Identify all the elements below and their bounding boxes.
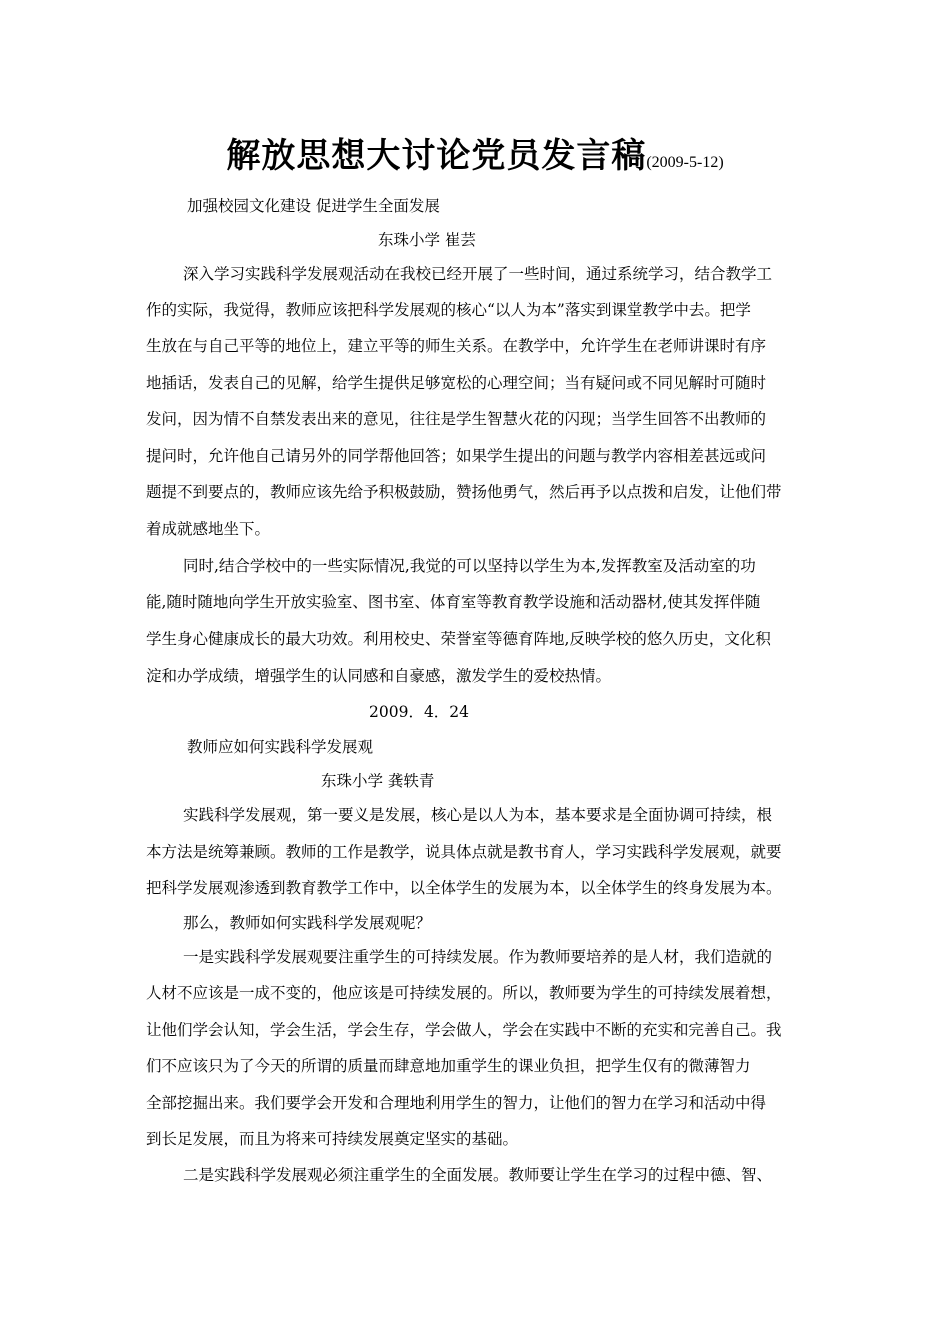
paragraph-line: 那么，教师如何实践科学发展观呢？ <box>183 914 432 932</box>
paragraph-line: 学生身心健康成长的最大功效。利用校史、荣誉室等德育阵地,反映学校的悠久历史，文化积 <box>146 630 771 648</box>
paragraph-line: 地插话，发表自己的见解，给学生提供足够宽松的心理空间；当有疑问或不同见解时可随时 <box>146 374 767 392</box>
article1-heading: 加强校园文化建设 促进学生全面发展 <box>187 197 440 215</box>
article2-heading: 教师应如何实践科学发展观 <box>187 738 374 756</box>
paragraph-line: 淀和办学成绩，增强学生的认同感和自豪感，激发学生的爱校热情。 <box>146 667 612 685</box>
paragraph-line: 们不应该只为了今天的所谓的质量而肆意地加重学生的课业负担，把学生仅有的微薄智力 <box>146 1057 751 1075</box>
paragraph-line: 人材不应该是一成不变的，他应该是可持续发展的。所以，教师要为学生的可持续发展着想， <box>146 984 782 1002</box>
title-main: 解放思想大讨论党员发言稿 <box>226 136 647 176</box>
paragraph-line: 到长足发展，而且为将来可持续发展奠定坚实的基础。 <box>146 1130 519 1148</box>
paragraph-line: 实践科学发展观，第一要义是发展，核心是以人为本，基本要求是全面协调可持续，根 <box>183 806 773 824</box>
paragraph-line: 全部挖掘出来。我们要学会开发和合理地利用学生的智力，让他们的智力在学习和活动中得 <box>146 1094 767 1112</box>
paragraph-line: 提问时，允许他自己请另外的同学帮他回答；如果学生提出的问题与教学内容相差甚远或问 <box>146 447 767 465</box>
paragraph-line: 深入学习实践科学发展观活动在我校已经开展了一些时间，通过系统学习，结合教学工 <box>183 265 773 283</box>
paragraph-line: 着成就感地坐下。 <box>146 520 271 538</box>
paragraph-line: 生放在与自己平等的地位上，建立平等的师生关系。在教学中，允许学生在老师讲课时有序 <box>146 337 767 355</box>
paragraph-line: 题提不到要点的，教师应该先给予积极鼓励，赞扬他勇气，然后再予以点拨和启发，让他们带 <box>146 483 782 501</box>
paragraph-line: 把科学发展观渗透到教育教学工作中，以全体学生的发展为本，以全体学生的终身发展为本。 <box>146 879 782 897</box>
paragraph-line: 一是实践科学发展观要注重学生的可持续发展。作为教师要培养的是人材，我们造就的 <box>183 948 773 966</box>
paragraph-line: 本方法是统筹兼顾。教师的工作是教学，说具体点就是教书育人，学习实践科学发展观，就要 <box>146 843 782 861</box>
article1-author: 东珠小学 崔芸 <box>378 231 476 249</box>
article1-date: 2009．4．24 <box>369 703 470 721</box>
paragraph-line: 发问，因为情不自禁发表出来的意见，往往是学生智慧火花的闪现；当学生回答不出教师的 <box>146 410 767 428</box>
document-title <box>0 128 950 177</box>
title-date: (2009-5-12) <box>646 154 724 171</box>
paragraph-line: 作的实际，我觉得，教师应该把科学发展观的核心“以人为本”落实到课堂教学中去。把学 <box>146 301 751 319</box>
paragraph-line: 二是实践科学发展观必须注重学生的全面发展。教师要让学生在学习的过程中德、智、 <box>183 1166 773 1184</box>
article2-author: 东珠小学 龚轶青 <box>321 772 435 790</box>
paragraph-line: 同时,结合学校中的一些实际情况,我觉的可以坚持以学生为本,发挥教室及活动室的功 <box>183 557 756 575</box>
paragraph-line: 让他们学会认知，学会生活，学会生存，学会做人，学会在实践中不断的充实和完善自己。我 <box>146 1021 782 1039</box>
paragraph-line: 能,随时随地向学生开放实验室、图书室、体育室等教育教学设施和活动器材,使其发挥伴随 <box>146 593 761 611</box>
